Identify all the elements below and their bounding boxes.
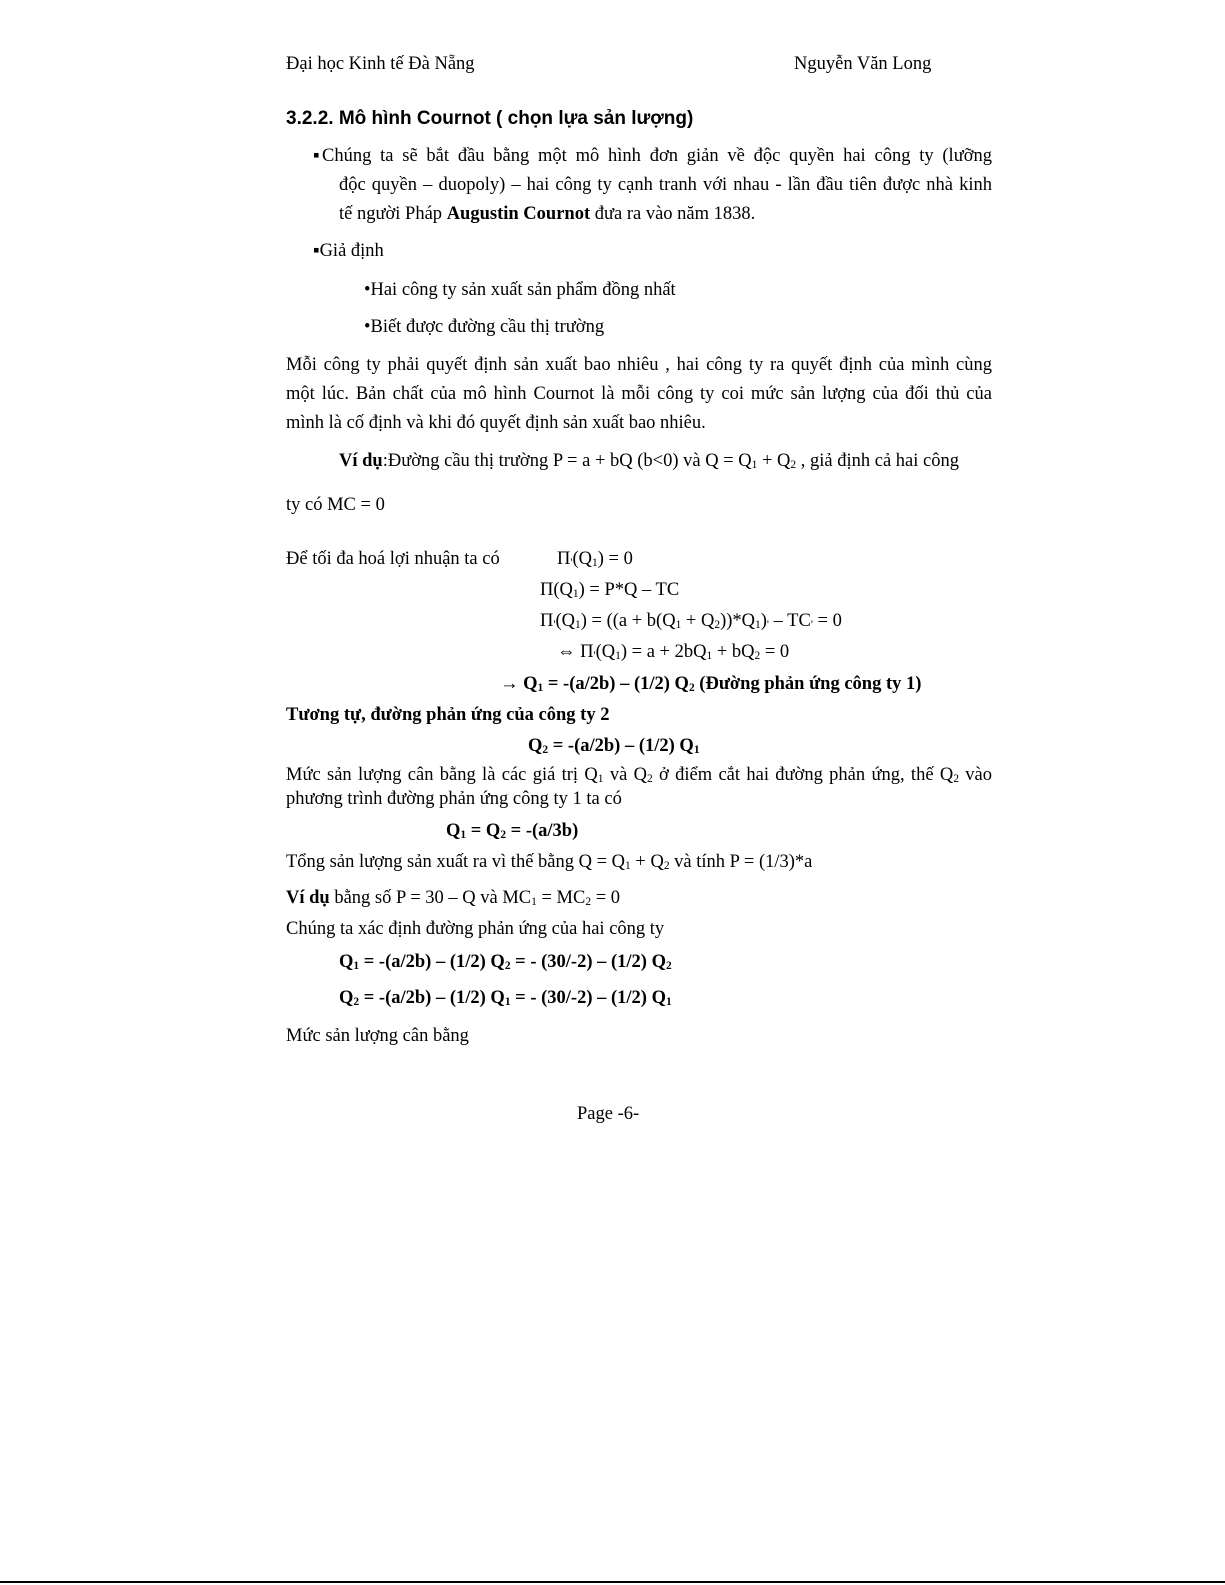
total-output-line: Tổng sản lượng sản xuất ra vì thế bằng $Q = Q_1 + Q_2$ và tính P = (1/3)*a (286, 852, 813, 873)
example-label: Ví dụ (339, 451, 383, 471)
header-right: Nguyễn Văn Long (794, 54, 932, 74)
page-number: Page -6- (577, 1104, 640, 1124)
para1-line-3: mình là cố định và khi đó quyết định sản xuất bao nhiêu. (286, 413, 706, 433)
header-left: Đại học Kinh tế Đà Nẵng (286, 54, 475, 74)
assumption-item: •Hai công ty sản xuất sản phẩm đồng nhất (364, 280, 676, 300)
equilibrium-line-1: Mức sản lượng cân bằng là các giá trị $Q_1$ và $Q_2$ ở điểm cắt hai đường phản ứng, thế $Q_2$ vào (286, 765, 993, 786)
section-title: 3.2.2. Mô hình Cournot ( chọn lựa sản lượng) (286, 108, 694, 129)
equilibrium-output-label: Mức sản lượng cân bằng (286, 1026, 469, 1046)
reaction-function-firm-2: $Q_2 = -(a/2b) - (1/2)$ $Q_1$ (528, 736, 700, 757)
equation-equivalent: ⇔ $\Pi'(Q_1) = a + 2bQ_1 + bQ_2 = 0$ (557, 642, 790, 663)
assumption-item: •Biết được đường cầu thị trường (364, 317, 605, 337)
reaction-function-firm-1: → $Q_1 = -(a/2b) - (1/2)$ $Q_2$ (Đường phản ứng công ty 1) (500, 674, 922, 695)
similar-label: Tương tự, đường phản ứng của công ty 2 (286, 705, 610, 725)
para1-line-1: Mỗi công ty phải quyết định sản xuất bao nhiêu , hai công ty ra quyết định của mình cùng (286, 355, 992, 375)
equilibrium-line-2: phương trình đường phản ứng công ty 1 ta có (286, 789, 622, 809)
author-name: Augustin Cournot (446, 204, 591, 224)
example1-line-1: Ví dụ:Đường cầu thị trường P = a + bQ (b<0) và $Q = Q_1 + Q_2$ , giả định cả hai công (339, 451, 959, 472)
equation-profit-derivative: $\Pi'(Q_1) = ((a + b(Q_1 + Q_2))*Q_1)' - TC' = 0$ (540, 611, 842, 632)
intro-line-3: tế người Pháp Augustin Cournot đưa ra vào năm 1838. (339, 204, 756, 224)
intro-bullet: ▪ (313, 146, 320, 166)
maximize-label: Để tối đa hoá lợi nhuận ta có (286, 549, 500, 569)
intro-line-2: độc quyền – duopoly) – hai công ty cạnh tranh với nhau - lần đầu tiên được nhà kinh (339, 175, 992, 195)
page-bottom-rule (0, 1581, 1225, 1583)
equation-profit: $\Pi(Q_1) = P*Q$ – TC (540, 580, 680, 601)
equation-derivative-zero: $\Pi'(Q_1) = 0$ (557, 549, 633, 570)
example-label: Ví dụ (286, 888, 330, 908)
arrow-right-icon: → (500, 674, 524, 694)
example2-line-1: Ví dụ bằng số P = 30 – Q và $MC_1 = MC_2 = 0$ (286, 888, 621, 909)
intro-line-1: Chúng ta sẽ bắt đầu bằng một mô hình đơn giản về độc quyền hai công ty (lưỡng (322, 146, 992, 166)
numeric-reaction-firm-1: $Q_1 = -(a/2b) - (1/2) Q_2$ = - (30/-2) – (1/2) $Q_2$ (339, 952, 672, 973)
equilibrium-equation: $Q_1 = Q_2 = -(a/3b)$ (446, 821, 579, 842)
example2-line-2: Chúng ta xác định đường phản ứng của hai công ty (286, 919, 665, 939)
numeric-reaction-firm-2: $Q_2 = -(a/2b) - (1/2) Q_1$ = - (30/-2) – (1/2) $Q_1$ (339, 988, 672, 1009)
para1-line-2: một lúc. Bản chất của mô hình Cournot là mỗi công ty coi mức sản lượng của đối thủ của (286, 384, 992, 404)
assumption-heading: ▪Giả định (313, 241, 384, 261)
example1-line-2: ty có MC = 0 (286, 495, 385, 515)
